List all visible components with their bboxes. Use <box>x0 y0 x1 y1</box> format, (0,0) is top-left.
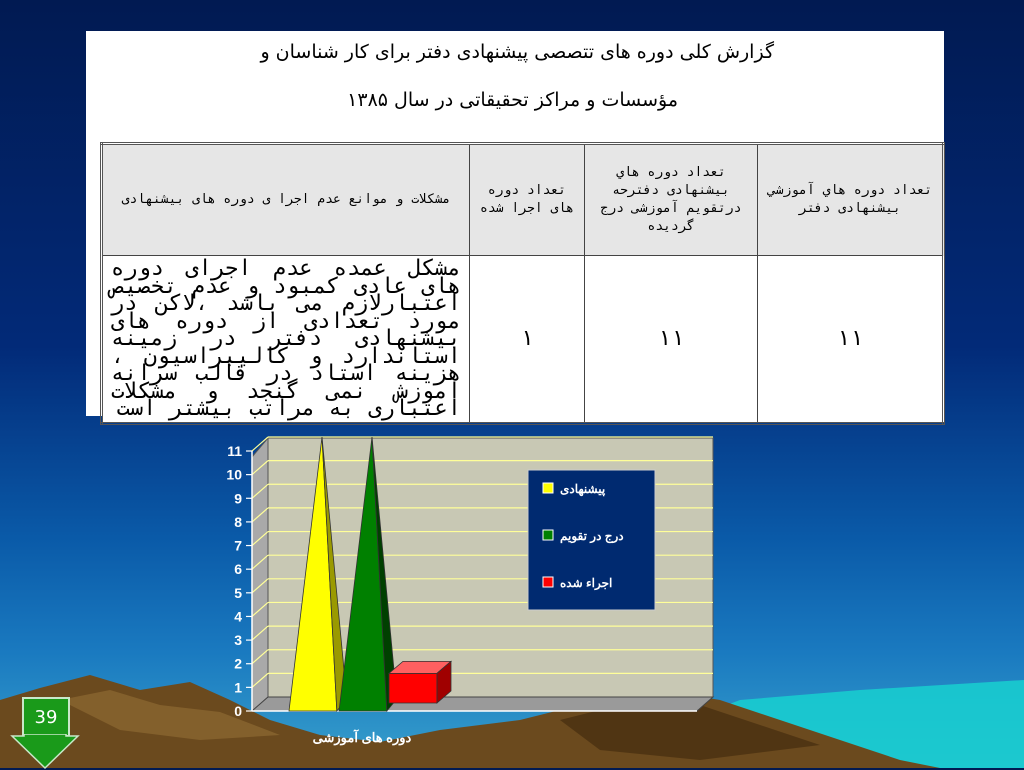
slide-number-badge[interactable] <box>22 697 70 737</box>
header-proposed-courses: تعداد دوره هاي آموزشي بيشنهادى دفتر <box>758 144 944 256</box>
cell-problems-text: مشكل عمده عدم اجراى دوره هاى عادى كمبود و عدم تخصيص اعتبارلازم مى باشد ،لاكن در مورد تعدادى از دوره هاى بيشنهادى دفتر در زمينه استاندارد و كاليبراسيون ، هزينه استاد در قالب سرانه آموزش نمى گنجد و مشكلات اعتبارى به مراتب بيشتر است <box>102 256 470 424</box>
cell-proposed-count: ١١ <box>758 256 944 424</box>
x-category-label: دوره های آموزشی <box>312 730 412 745</box>
y-tick-label: 7 <box>234 537 242 554</box>
legend-swatch-2 <box>543 577 553 587</box>
header-calendar-courses: تعداد دوره هاي بيشنهادى دفترحه درتقويم آموزشى درج گرديده <box>585 144 758 256</box>
y-tick-label: 4 <box>234 608 242 625</box>
legend-swatch-0 <box>543 483 553 493</box>
legend-label-0: پيشنهادی <box>560 482 606 496</box>
y-tick-label: 2 <box>234 655 242 672</box>
legend-label-1: درج در تقويم <box>560 529 624 543</box>
report-title-line-2: مؤسسات و مراکز تحقیقاتی در سال ۱۳۸۵ <box>347 89 678 111</box>
chart-side-wall <box>252 438 268 711</box>
header-executed-courses: تعداد دوره هاى اجرا شده <box>470 144 585 256</box>
y-tick-label: 11 <box>227 443 242 459</box>
slide-number: 39 <box>34 706 58 728</box>
cell-calendar-count: ١١ <box>585 256 758 424</box>
y-tick-label: 1 <box>234 679 242 696</box>
cell-executed-count: ١ <box>470 256 585 424</box>
report-title-line-1: گزارش کلی دوره های تتصصی پیشنهادی دفتر برای کار شناسان و <box>260 41 774 63</box>
block-front-2 <box>389 673 437 703</box>
y-tick-label: 6 <box>234 561 242 578</box>
y-tick-label: 9 <box>234 490 242 507</box>
y-tick-label: 10 <box>226 466 242 483</box>
next-arrow-icon[interactable] <box>10 734 80 770</box>
y-tick-label: 3 <box>234 632 242 649</box>
y-tick-label: 0 <box>234 703 242 719</box>
y-tick-label: 5 <box>234 584 242 601</box>
y-tick-labels <box>226 443 252 719</box>
legend-label-2: اجراء شده <box>560 576 613 590</box>
header-problems: مشكلات و موانع عدم اجرا ى دوره هاى بيشنهادى <box>102 144 470 256</box>
y-tick-label: 8 <box>234 513 242 530</box>
legend-swatch-1 <box>543 530 553 540</box>
